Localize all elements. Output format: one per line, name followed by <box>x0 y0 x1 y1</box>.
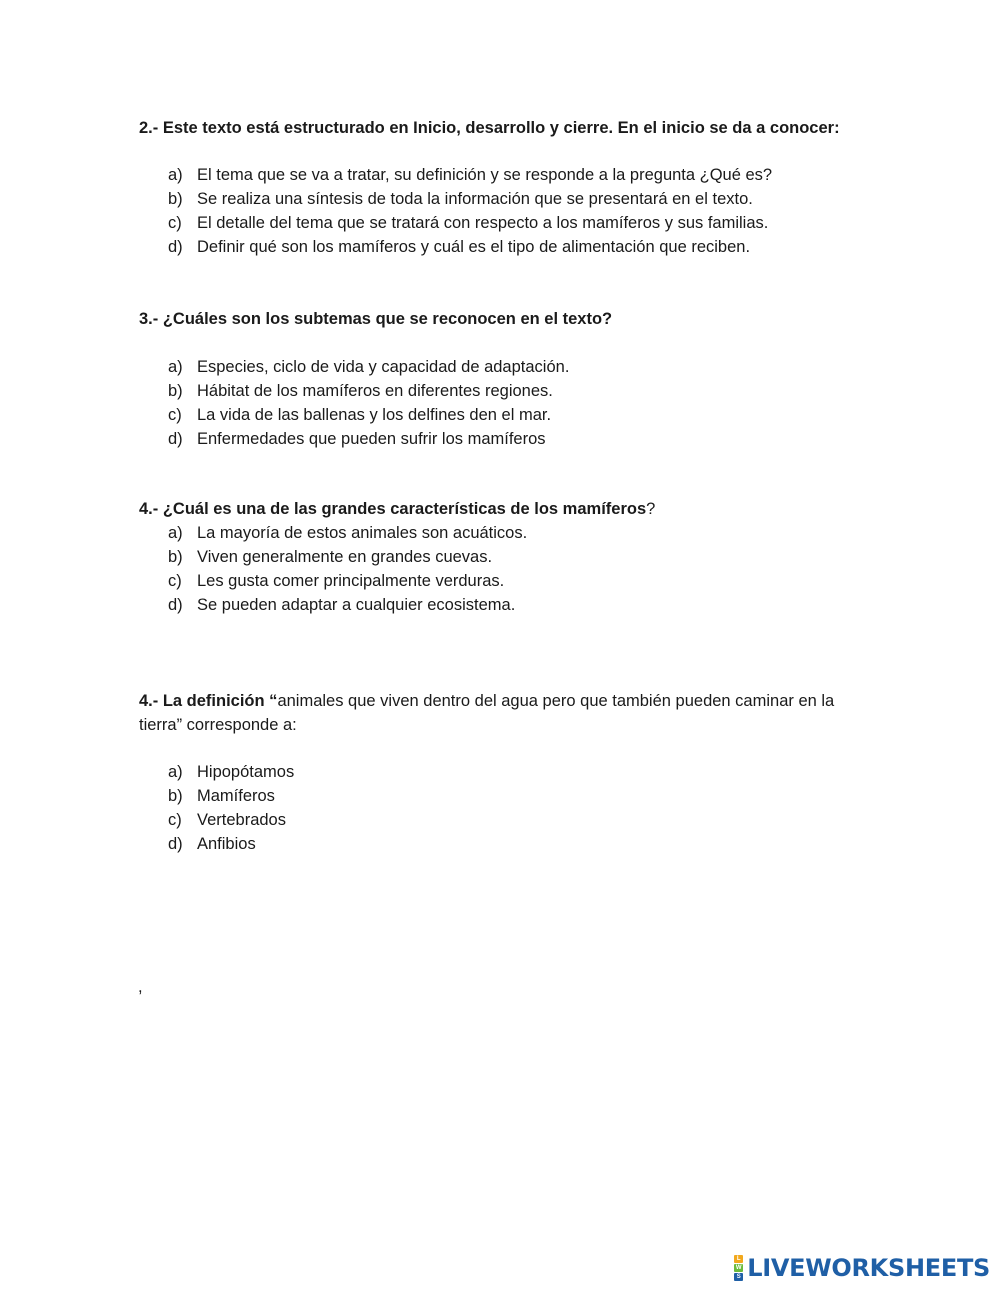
brand-name: LIVEWORKSHEETS <box>747 1254 990 1282</box>
list-item[interactable]: a) Especies, ciclo de vida y capacidad de adaptación. <box>168 358 570 376</box>
question-4b-options <box>168 760 868 856</box>
list-item[interactable]: a) La mayoría de estos animales son acuáticos. <box>168 524 528 542</box>
list-item[interactable]: d) Definir qué son los mamíferos y cuál es el tipo de alimentación que reciben. <box>168 238 751 256</box>
list-item[interactable]: c) La vida de las ballenas y los delfines den el mar. <box>168 406 552 424</box>
logo-cube-icon <box>734 1255 743 1281</box>
stray-comma: , <box>138 978 143 996</box>
question-4b-stem: 4.- La definición “animales que viven dentro del agua pero que también pueden caminar en la tierra” corresponde a: <box>139 692 835 734</box>
list-item[interactable]: d) Anfibios <box>168 835 256 853</box>
question-4a-options <box>168 521 868 617</box>
list-item[interactable]: c) Les gusta comer principalmente verduras. <box>168 572 505 590</box>
list-item[interactable]: d) Se pueden adaptar a cualquier ecosistema. <box>168 596 516 614</box>
logo-letter: S <box>734 1273 743 1281</box>
list-item[interactable]: a) Hipopótamos <box>168 763 295 781</box>
question-4a-stem: 4.- ¿Cuál es una de las grandes características de los mamíferos? <box>139 500 656 518</box>
list-item[interactable]: d) Enfermedades que pueden sufrir los mamíferos <box>168 430 546 448</box>
question-3-options <box>168 355 868 451</box>
logo-letter: W <box>735 1265 742 1271</box>
list-item[interactable]: c) El detalle del tema que se tratará con respecto a los mamíferos y sus familias. <box>168 214 769 232</box>
question-2-stem: 2.- Este texto está estructurado en Inicio, desarrollo y cierre. En el inicio se da a conocer: <box>139 119 840 137</box>
list-item[interactable]: b) Viven generalmente en grandes cuevas. <box>168 548 493 566</box>
logo-letter: L <box>734 1255 743 1263</box>
list-item[interactable]: a) El tema que se va a tratar, su definición y se responde a la pregunta ¿Qué es? <box>168 166 773 184</box>
question-3-stem: 3.- ¿Cuáles son los subtemas que se reconocen en el texto? <box>139 310 613 328</box>
liveworksheets-logo[interactable] <box>734 1254 990 1282</box>
list-item[interactable]: b) Hábitat de los mamíferos en diferentes regiones. <box>168 382 553 400</box>
question-2-options <box>168 163 868 259</box>
list-item[interactable]: b) Mamíferos <box>168 787 275 805</box>
list-item[interactable]: b) Se realiza una síntesis de toda la información que se presentará en el texto. <box>168 190 753 208</box>
list-item[interactable]: c) Vertebrados <box>168 811 286 829</box>
